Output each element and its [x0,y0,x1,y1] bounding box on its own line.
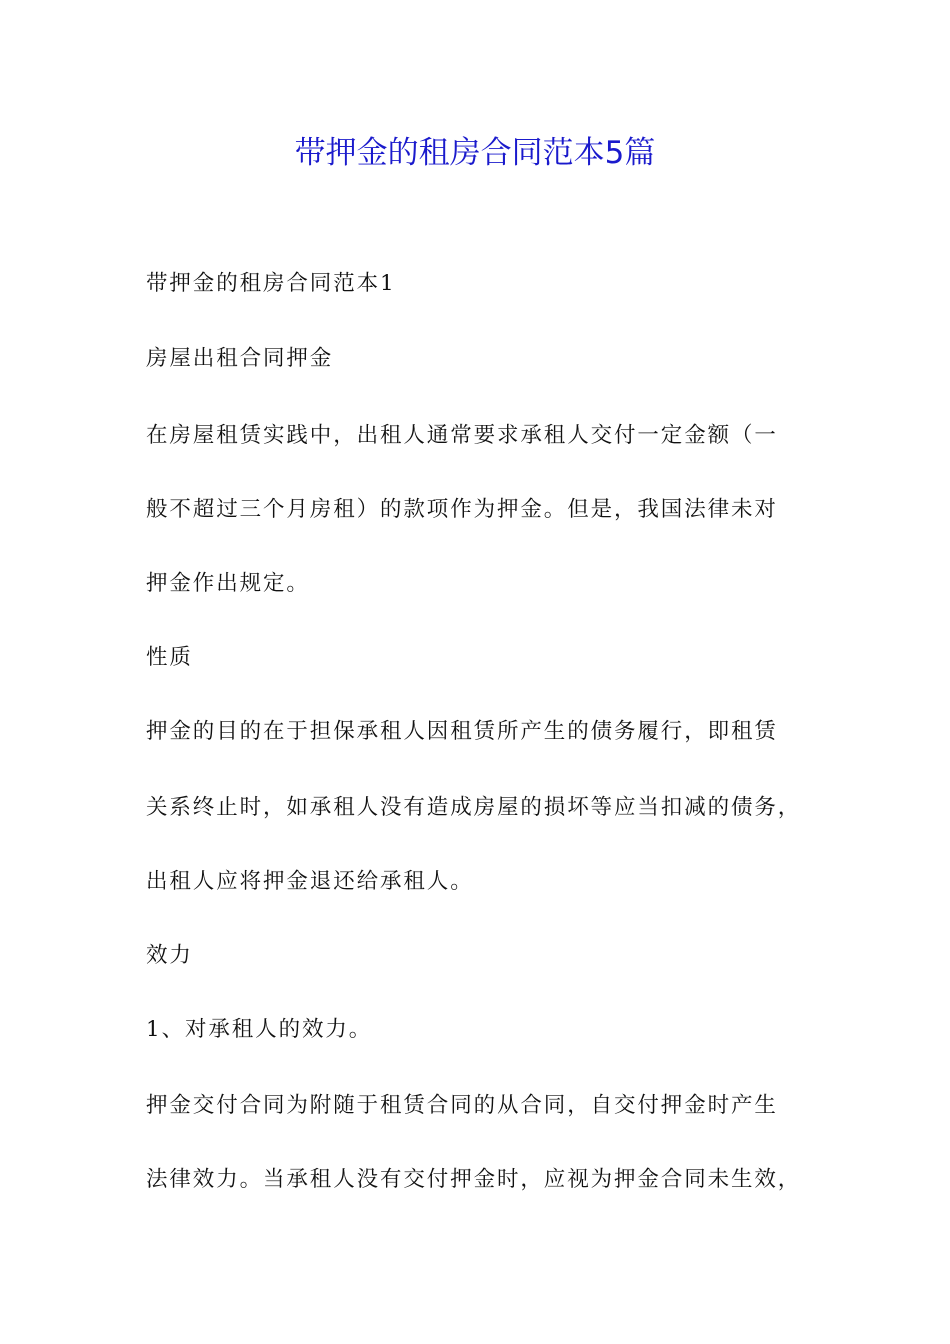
section-heading: 带押金的租房合同范本1 [146,271,396,296]
paragraph-line: 押金交付合同为附随于租赁合同的从合同，自交付押金时产生 [146,1093,778,1118]
paragraph-line: 般不超过三个月房租）的款项作为押金。但是，我国法律未对 [146,497,778,522]
list-item: 1、对承租人的效力。 [146,1017,373,1042]
subsection-heading: 效力 [146,943,193,968]
paragraph-line: 在房屋租赁实践中，出租人通常要求承租人交付一定金额（一 [146,423,778,448]
paragraph-line: 出租人应将押金退还给承租人。 [146,869,474,894]
paragraph-line: 法律效力。当承租人没有交付押金时，应视为押金合同未生效， [146,1167,802,1192]
paragraph-line: 押金作出规定。 [146,571,310,596]
paragraph-line: 押金的目的在于担保承租人因租赁所产生的债务履行，即租赁 [146,719,778,744]
subsection-heading: 房屋出租合同押金 [146,346,334,371]
paragraph-line: 关系终止时，如承租人没有造成房屋的损坏等应当扣减的债务， [146,795,802,820]
document-title: 带押金的租房合同范本5篇 [294,135,656,171]
subsection-heading: 性质 [146,645,193,670]
